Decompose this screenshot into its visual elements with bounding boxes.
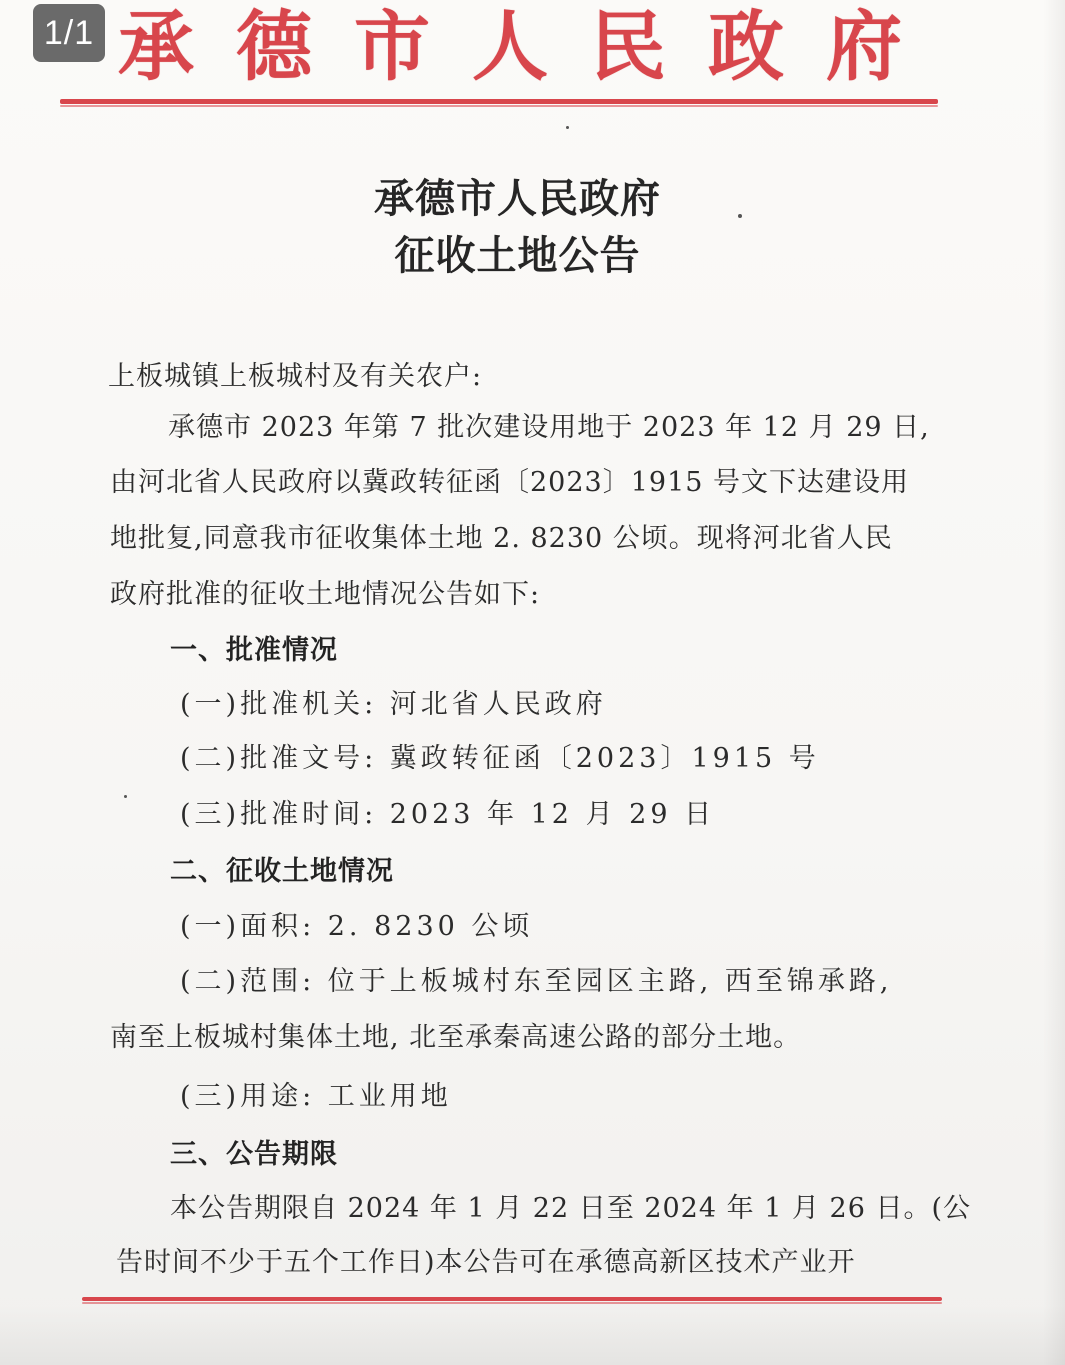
section-item: 南至上板城村集体土地, 北至承秦高速公路的部分土地。 (110, 1022, 802, 1053)
section-item: 告时间不少于五个工作日)本公告可在承德高新区技术产业开 (116, 1247, 856, 1278)
section-item: 本公告期限自 2024 年 1 月 22 日至 2024 年 1 月 26 日。(公 (170, 1193, 972, 1224)
section-item: (二)范围: 位于上板城村东至园区主路, 西至锦承路, (180, 966, 893, 997)
letterhead-red-rule (60, 99, 938, 104)
letterhead-red-rule-thin (60, 105, 938, 107)
section-item: (二)批准文号: 冀政转征函〔2023〕1915 号 (180, 743, 820, 774)
section-item: (一)批准机关: 河北省人民政府 (180, 689, 607, 720)
section-heading: 二、征收土地情况 (170, 856, 394, 887)
paper-speck (566, 126, 569, 129)
page-indicator: 1/1 (33, 4, 105, 62)
section-item: (一)面积: 2. 8230 公顷 (180, 911, 534, 942)
document-title: 征收土地公告 (394, 232, 641, 279)
intro-line: 地批复,同意我市征收集体土地 2. 8230 公顷。现将河北省人民 (110, 523, 893, 554)
footer-red-rule-thin (82, 1302, 942, 1304)
letterhead-title: 承德市人民政府 (118, 2, 944, 91)
section-heading: 三、公告期限 (170, 1139, 338, 1170)
page-bottom-shadow (0, 1305, 1065, 1365)
intro-line: 承德市 2023 年第 7 批次建设用地于 2023 年 12 月 29 日, (168, 412, 930, 443)
salutation: 上板城镇上板城村及有关农户: (108, 361, 483, 392)
intro-line: 由河北省人民政府以冀政转征函〔2023〕1915 号文下达建设用 (110, 467, 910, 498)
section-item: (三)批准时间: 2023 年 12 月 29 日 (180, 799, 716, 830)
document-title-issuer: 承德市人民政府 (374, 175, 661, 222)
section-heading: 一、批准情况 (170, 635, 338, 666)
intro-line: 政府批准的征收土地情况公告如下: (110, 579, 541, 610)
footer-red-rule (82, 1297, 942, 1301)
paper-speck (124, 795, 127, 798)
section-item: (三)用途: 工业用地 (180, 1081, 452, 1112)
